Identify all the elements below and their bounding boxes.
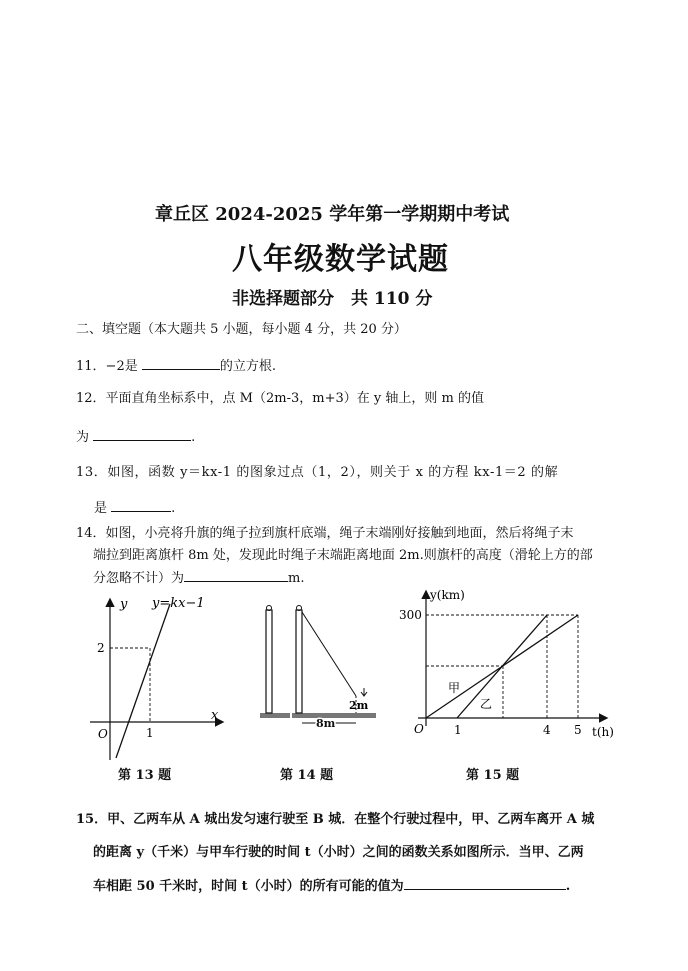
- question-text: .: [191, 430, 196, 445]
- tick-label: 1: [146, 726, 154, 740]
- answer-blank[interactable]: [404, 875, 566, 890]
- question-14-line3: [93, 567, 304, 589]
- series-label: 甲: [448, 681, 461, 695]
- function-line: [116, 604, 170, 758]
- answer-blank[interactable]: [142, 355, 220, 370]
- question-text: 甲、乙两车从 A 城出发匀速行驶至 B 城．在整个行驶过程中，甲、乙两车离开 A 城: [107, 812, 595, 827]
- figure-13-caption: 第 13 题: [118, 768, 172, 783]
- question-15: [76, 810, 594, 830]
- answer-blank[interactable]: [184, 567, 288, 582]
- section-heading: 二、填空题（本大题共 5 小题，每小题 4 分，共 20 分）: [76, 322, 407, 337]
- paper-title: 八年级数学试题: [232, 242, 449, 277]
- tick-label: 5: [574, 723, 582, 737]
- tick-label: 4: [543, 723, 551, 737]
- origin-label: O: [98, 727, 108, 741]
- answer-blank[interactable]: [111, 497, 171, 512]
- question-text: 的立方根.: [219, 359, 276, 374]
- ground: [260, 713, 290, 718]
- origin-label: O: [414, 722, 424, 736]
- question-text: 平面直角坐标系中，点 M（2m-3，m+3）在 y 轴上，则 m 的值: [105, 391, 484, 406]
- question-11: [76, 355, 276, 377]
- flagpole: [296, 610, 302, 713]
- y-axis-label: y: [120, 597, 128, 612]
- function-label: y=kx−1: [152, 596, 205, 611]
- question-text: m.: [288, 571, 305, 586]
- rope: [302, 612, 356, 696]
- tick-label: 1: [454, 723, 462, 737]
- question-14-line2: 端拉到距离旗杆 8m 处，发现此时绳子末端距离地面 2m.则旗杆的高度（滑轮上方的部: [93, 548, 593, 563]
- question-text: 分忽略不计）为: [93, 571, 185, 586]
- answer-blank[interactable]: [93, 426, 191, 441]
- question-text: .: [565, 879, 571, 894]
- arrow-down-icon: [361, 688, 367, 696]
- question-number: 11．: [76, 359, 106, 374]
- question-text: 如图，函数 y＝kx-1 的图象过点（1，2），则关于 x 的方程 kx-1＝2 的解: [107, 465, 559, 480]
- question-13: [76, 463, 558, 483]
- question-13-line2: [94, 497, 175, 519]
- question-12-line2: [76, 426, 195, 448]
- tick-label: 300: [399, 608, 422, 622]
- question-text: .: [171, 501, 176, 516]
- series-label: 乙: [480, 697, 493, 711]
- figure-14: [258, 600, 378, 735]
- tick-label: 2: [97, 641, 105, 655]
- x-axis-label: x: [211, 708, 219, 723]
- question-number: 13．: [76, 465, 108, 480]
- figure-15: [396, 586, 618, 764]
- question-14: [76, 524, 574, 544]
- question-text: 为: [76, 430, 90, 445]
- section-title: 非选择题部分 共 110 分: [232, 289, 433, 309]
- question-12: [76, 389, 484, 409]
- question-number: 12．: [76, 391, 106, 406]
- exam-title: 章丘区 2024-2025 学年第一学期期中考试: [155, 204, 510, 225]
- question-text: 是: [94, 501, 108, 516]
- y-axis-label: y(km): [430, 588, 465, 602]
- question-text: 车相距 50 千米时，时间 t（小时）的所有可能的值为: [93, 879, 404, 894]
- figure-15-caption: 第 15 题: [466, 768, 520, 783]
- figure-13: [80, 592, 240, 762]
- figure-14-caption: 第 14 题: [280, 768, 334, 783]
- question-text: 如图，小亮将升旗的绳子拉到旗杆底端，绳子末端刚好接触到地面，然后将绳子末: [105, 526, 574, 541]
- question-number: 14．: [76, 526, 106, 541]
- flagpole: [266, 610, 272, 713]
- question-text: −2是: [105, 359, 138, 374]
- dimension-label: 2m: [349, 699, 369, 712]
- dimension-label: 8m: [316, 717, 336, 730]
- question-15-line3: [93, 875, 570, 897]
- question-number: 15．: [76, 812, 108, 827]
- question-15-line2: 的距离 y（千米）与甲车行驶的时间 t（小时）之间的函数关系如图所示．当甲、乙两: [93, 845, 584, 860]
- x-axis-label: t(h): [592, 725, 614, 739]
- line-yi: [457, 615, 547, 718]
